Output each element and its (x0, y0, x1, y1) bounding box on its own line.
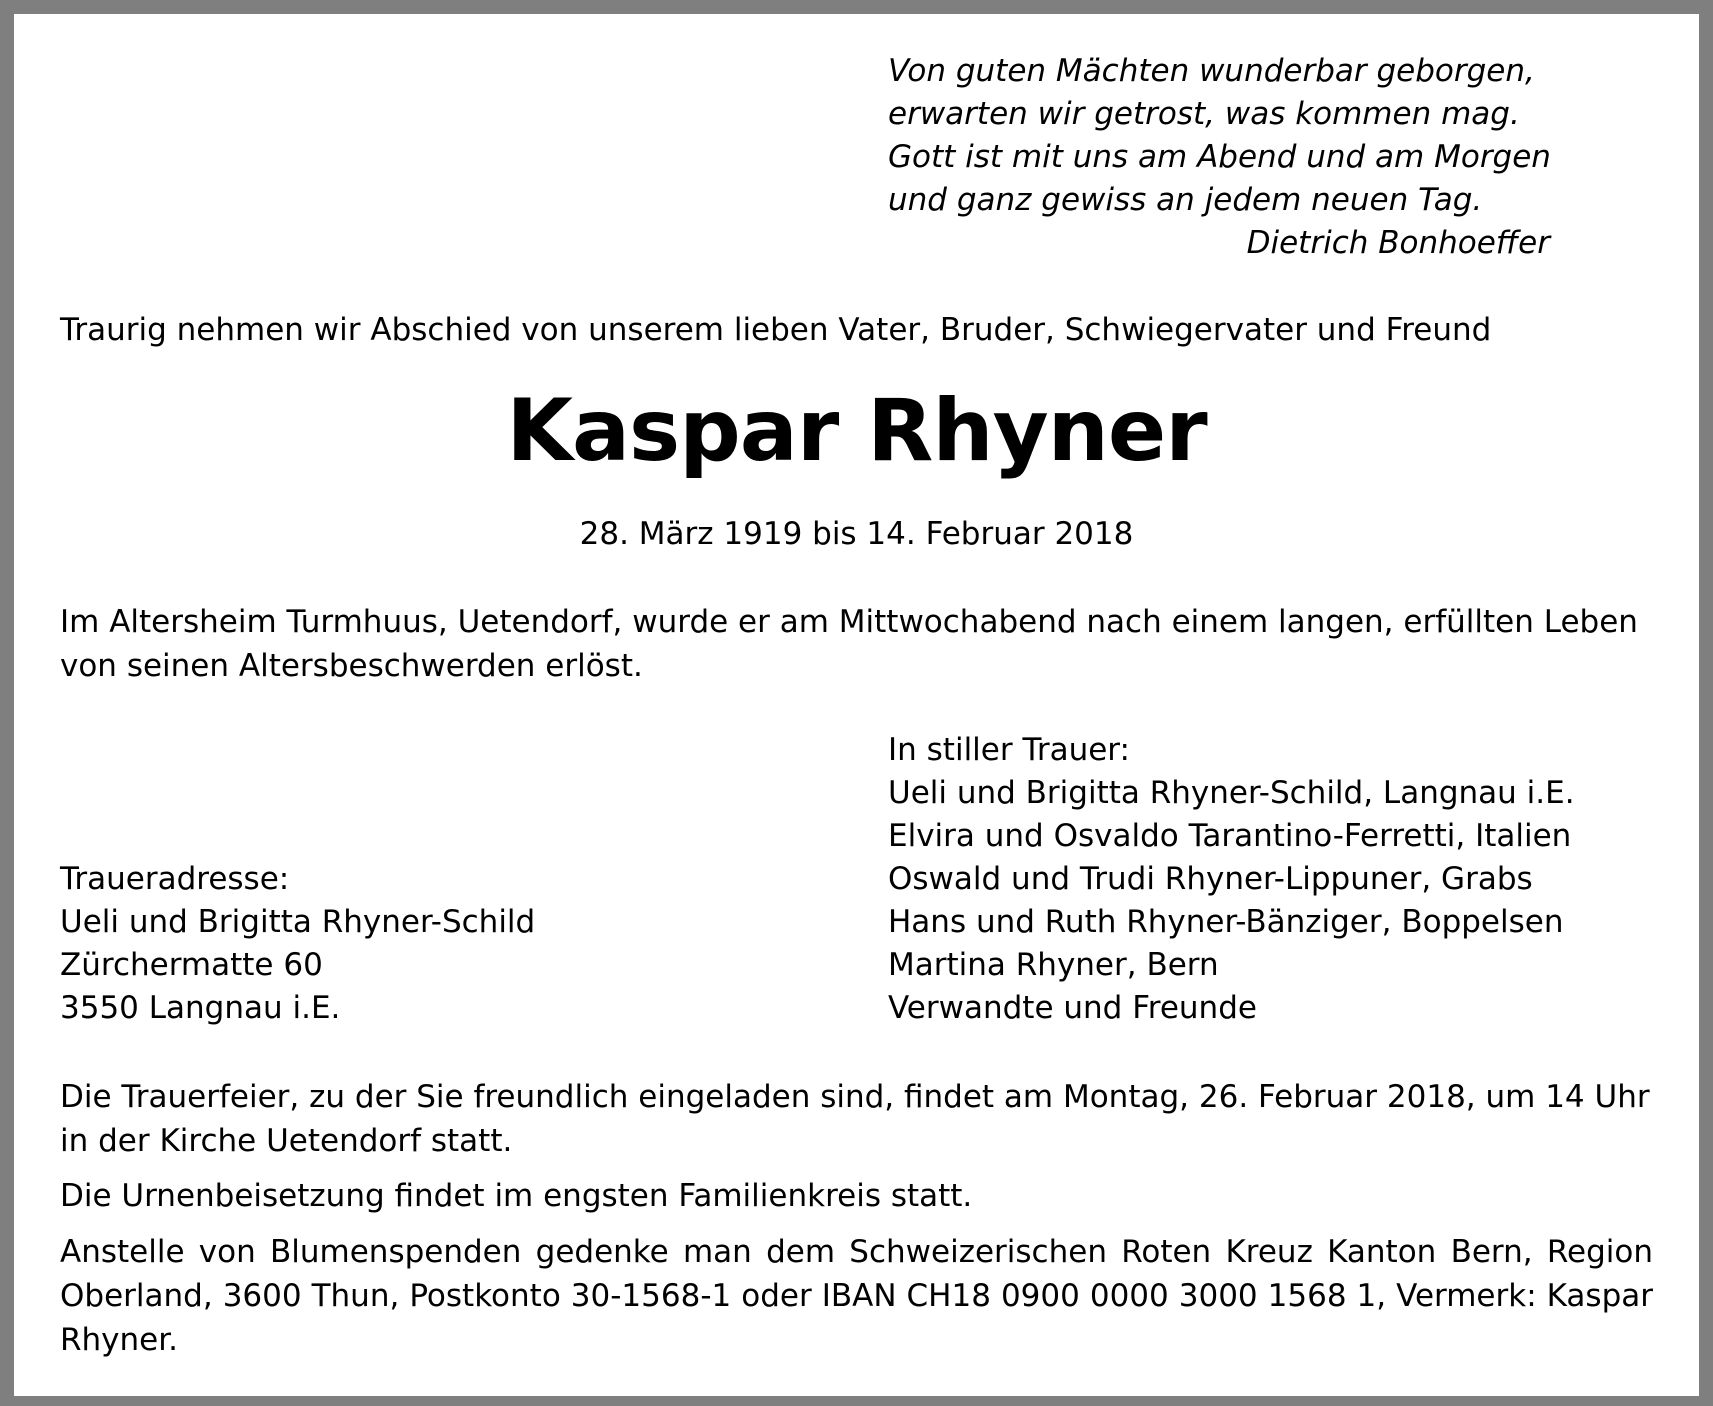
mourner-name: Martina Rhyner, Bern (888, 947, 1219, 983)
mourner-name: Oswald und Trudi Rhyner-Lippuner, Grabs (888, 861, 1533, 897)
quote-line: Gott ist mit uns am Abend und am Morgen (888, 139, 1551, 175)
deceased-name: Kaspar Rhyner (506, 381, 1207, 481)
address-line: Zürchermatte 60 (60, 947, 323, 983)
donation-text: Anstelle von Blumenspenden gedenke man dem Schweizerischen Roten Kreuz Kanton Bern, Region Oberland, 3600 Thun, Postkonto 30-1568-1 oder IBAN CH18 0900 0000 3000 1568 1, Vermerk: Kaspar Rhyner. (60, 1234, 1653, 1358)
address-line: 3550 Langnau i.E. (60, 990, 341, 1026)
service-text: Die Trauerfeier, zu der Sie freundlich eingeladen sind, findet am Montag, 26. Februar 2018, um 14 Uhr in der Kirche Uetendorf statt. (60, 1079, 1650, 1159)
mourner-name: Elvira und Osvaldo Tarantino-Ferretti, Italien (888, 818, 1572, 854)
mourners-heading: In stiller Trauer: (888, 732, 1130, 768)
mourner-name: Verwandte und Freunde (888, 990, 1257, 1026)
address-line: Ueli und Brigitta Rhyner-Schild (60, 904, 536, 940)
life-dates: 28. März 1919 bis 14. Februar 2018 (579, 516, 1134, 552)
quote-author: Dietrich Bonhoeffer (1246, 225, 1550, 261)
intro-text: Traurig nehmen wir Abschied von unserem lieben Vater, Bruder, Schwiegervater und Freund (60, 312, 1492, 348)
announcement-text: Im Altersheim Turmhuus, Uetendorf, wurde er am Mittwochabend nach einem langen, erfüllten Leben von seinen Altersbeschwerden erlöst. (60, 604, 1638, 684)
quote-line: Von guten Mächten wunderbar geborgen, (888, 53, 1535, 89)
quote-line: und ganz gewiss an jedem neuen Tag. (888, 182, 1483, 218)
mourner-name: Hans und Ruth Rhyner-Bänziger, Boppelsen (888, 904, 1564, 940)
address-heading: Traueradresse: (60, 861, 290, 897)
burial-text: Die Urnenbeisetzung findet im engsten Familienkreis statt. (60, 1178, 973, 1214)
quote-line: erwarten wir getrost, was kommen mag. (888, 96, 1520, 132)
mourner-name: Ueli und Brigitta Rhyner-Schild, Langnau i.E. (888, 775, 1575, 811)
